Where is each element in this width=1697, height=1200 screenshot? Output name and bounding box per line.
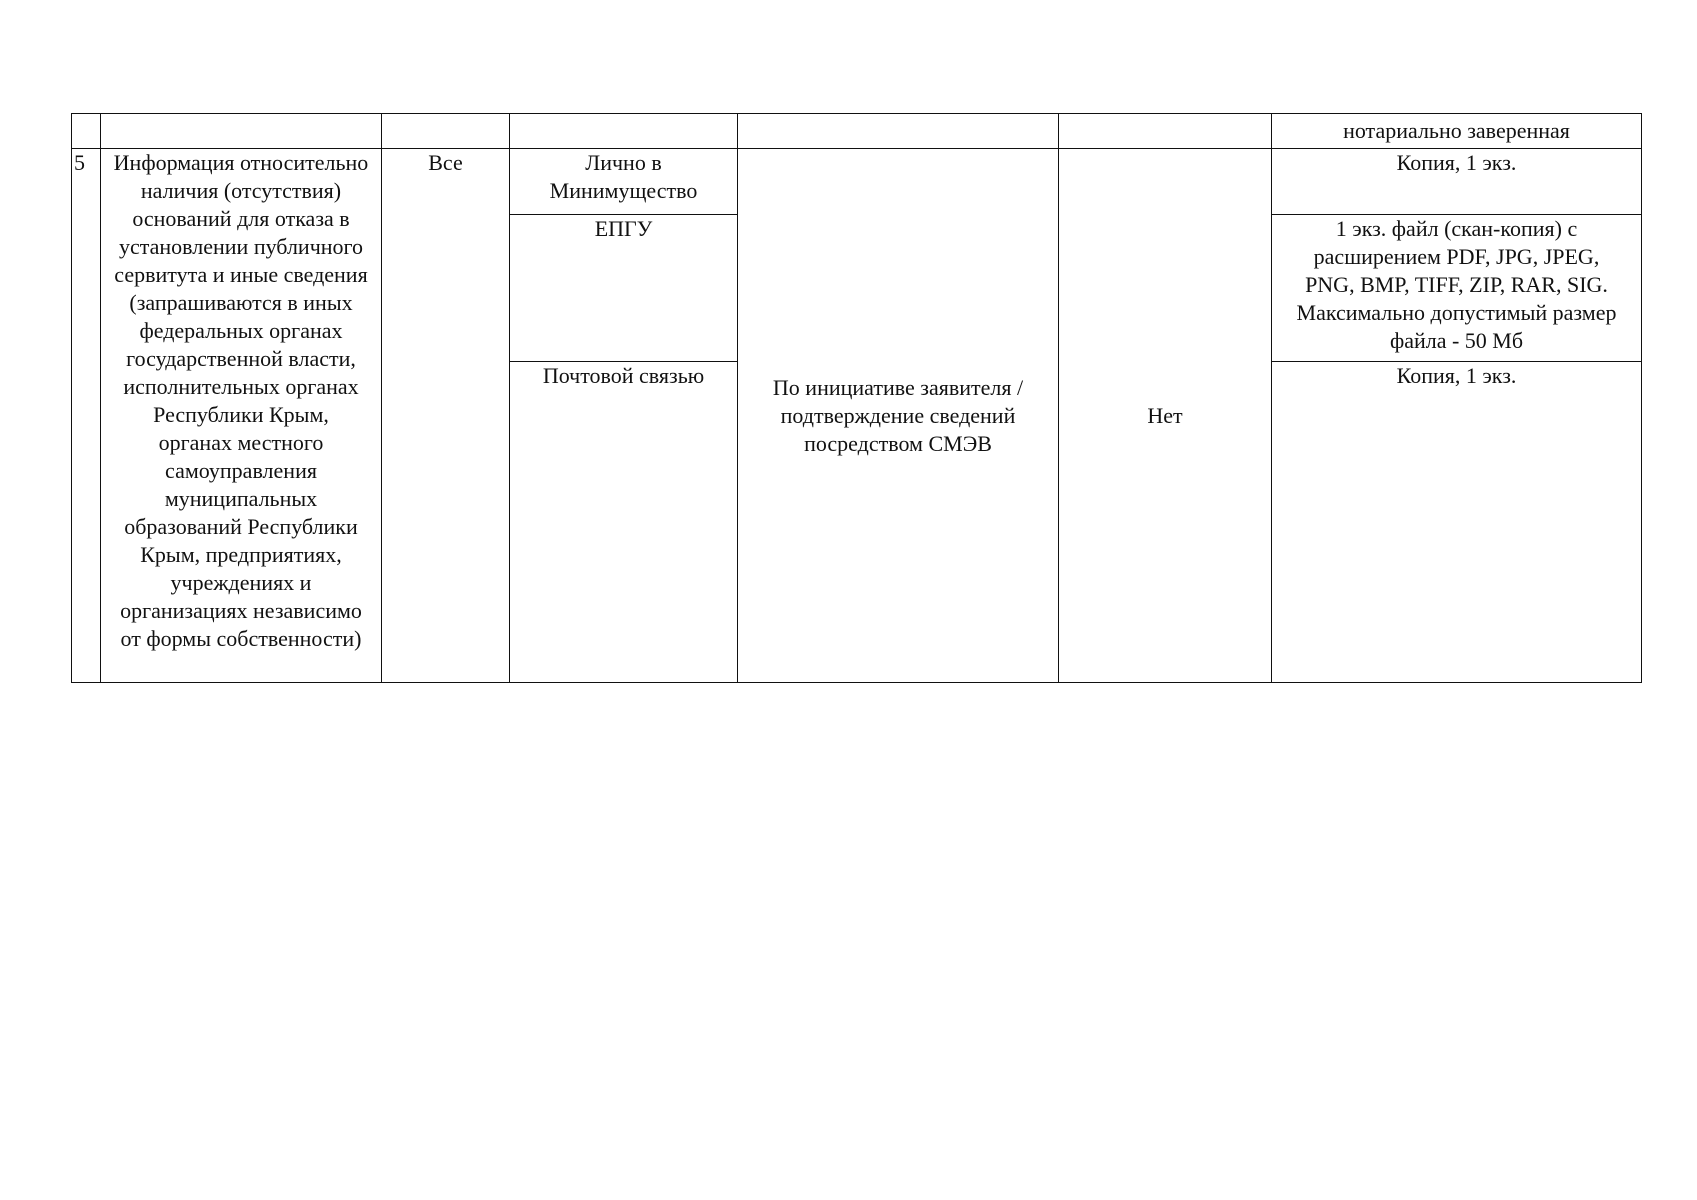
table-row — [72, 114, 1642, 149]
format-cell — [1272, 114, 1642, 149]
required-text: Нет — [1147, 402, 1183, 428]
format-text: Копия, 1 экз. — [1396, 363, 1517, 388]
basis-cell — [738, 149, 1059, 683]
method-text: Лично в Минимущество — [549, 150, 698, 203]
format-text: 1 экз. файл (скан-копия) с расширением PDF, JPG, JPEG, PNG, BMP, TIFF, ZIP, RAR, SIG. Максимально допустимый размер файла - 50 Мб — [1296, 216, 1617, 353]
required-cell — [1059, 149, 1272, 683]
format-text: Копия, 1 экз. — [1396, 150, 1517, 175]
row-number: 5 — [74, 150, 85, 175]
method-cell — [510, 149, 738, 215]
table-row — [72, 149, 1642, 215]
method-text: Почтовой связью — [542, 363, 705, 388]
format-cell — [1272, 149, 1642, 215]
format-cell — [1272, 215, 1642, 362]
table-cell — [101, 114, 382, 149]
format-text: нотариально заверенная — [1343, 118, 1570, 143]
method-cell — [510, 362, 738, 683]
basis-text: По инициативе заявителя / подтверждение сведений посредством СМЭВ — [772, 374, 1024, 456]
table-cell — [72, 114, 101, 149]
documents-table — [71, 113, 1642, 683]
document-info-text: Информация относительно наличия (отсутствия) оснований для отказа в установлении публичного сервитута и иные сведения (запрашиваются в иных федеральных органах государственной власти, исполнительных органах Республики Крым, органах местного самоуправления муниципальных образований Республики Крым, предприятиях, учреждениях и организациях независимо от формы собственности) — [113, 150, 369, 651]
method-cell — [510, 215, 738, 362]
method-text: ЕПГУ — [594, 216, 653, 241]
format-cell — [1272, 362, 1642, 683]
table-cell — [510, 114, 738, 149]
table-cell — [738, 114, 1059, 149]
table-cell — [382, 114, 510, 149]
category-text: Все — [428, 150, 463, 175]
table-cell — [1059, 114, 1272, 149]
category-cell — [382, 149, 510, 683]
row-number-cell — [72, 149, 101, 683]
document-info-cell — [101, 149, 382, 683]
